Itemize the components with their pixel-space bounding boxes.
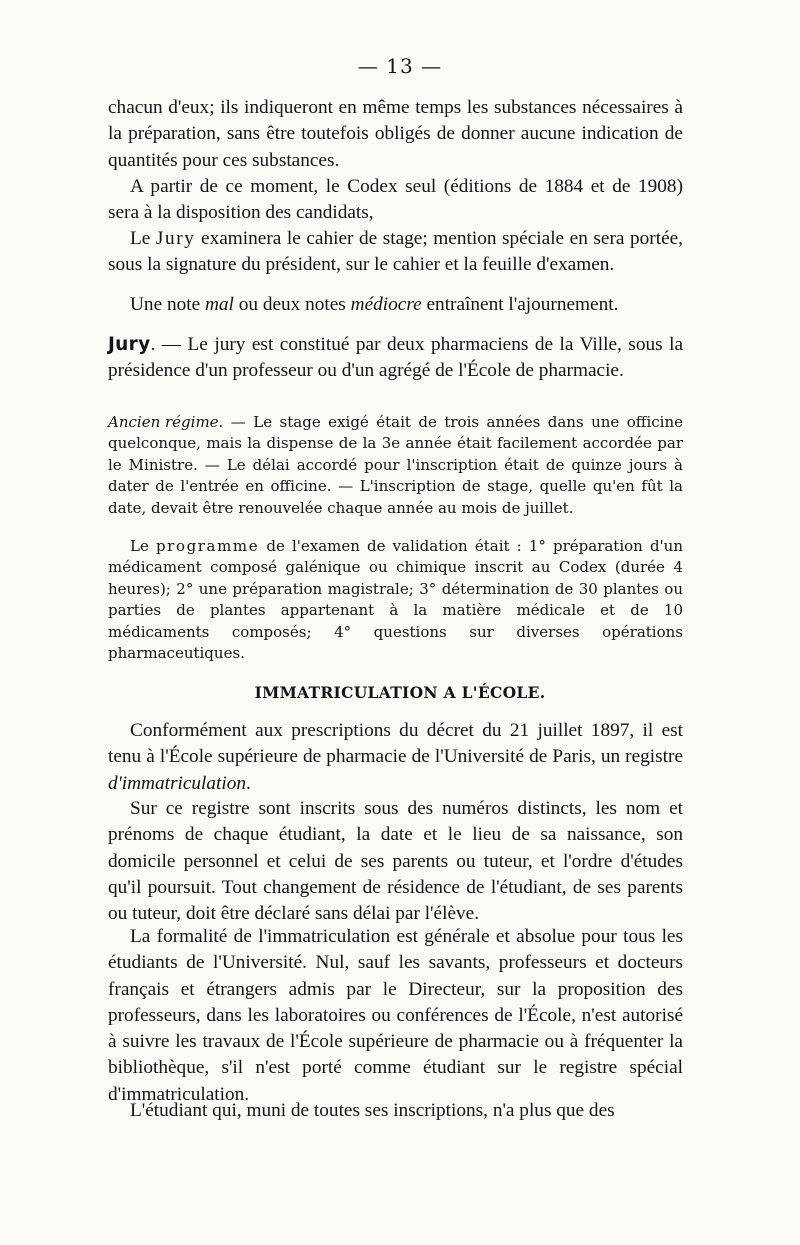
notes-after: entraînent l'ajournement.: [421, 294, 619, 315]
jury-composition-text: . — Le jury est constitué par deux pharmaciens de la Ville, sous la présidence d'un professeur ou d'un agrégé de l'École de pharmacie.: [108, 334, 683, 382]
programme-after: de l'examen de validation était : 1° préparation d'un médicament composé galénique ou chimique inscrit au Codex (durée 4 heures); 2° une préparation magistrale; 3° détermination de 30 plantes ou parties de plantes appartenant à la matière médicale et de 10 médicaments composés; 4° questions sur diverses opérations pharmaceutiques.: [108, 537, 683, 663]
decret-before: Conformément aux prescriptions du décret du 21 juillet 1897, il est tenu à l'École supérieure de pharmacie de l'Université de Paris, un registre: [108, 720, 683, 768]
programme-spaced-word: programme: [155, 537, 260, 555]
notes-before: Une note: [130, 294, 205, 315]
page-number: — 13 —: [357, 54, 443, 78]
jury-before: Le: [130, 228, 156, 249]
jury-spaced-word: Jury: [155, 228, 196, 249]
immatriculation-term: d'immatriculation: [108, 772, 247, 794]
paragraph-etudiant: L'étudiant qui, muni de toutes ses inscriptions, n'a plus que des: [130, 1100, 615, 1121]
paragraph-ancien-regime: [108, 412, 683, 519]
note-mal: mal: [204, 294, 234, 315]
paragraph-registre: Sur ce registre sont inscrits sous des numéros distincts, les nom et prénoms de chaque étudiant, la date et le lieu de sa naissance, son domicile personnel et celui de ses parents ou tuteur, et l'ordre d'études qu'il poursuit. Tout changement de résidence de l'étudiant, de ses parents ou tuteur, doit être déclaré sans délai par l'élève.: [108, 798, 683, 925]
paragraph-notes: [108, 292, 683, 318]
jury-term: Jury: [108, 334, 151, 355]
note-mediocre: médiocre: [350, 294, 422, 315]
notes-middle: ou deux notes: [233, 294, 351, 315]
paragraph-jury-composition: [108, 332, 683, 385]
ancien-regime-text: . — Le stage exigé était de trois années dans une officine quelconque, mais la dispense de la 3e année était facilement accordée par le Ministre. — Le délai accordé pour l'inscription était de quinze jours à dater de l'entrée en officine. — L'inscription de stage, quelle qu'en fût la date, devait être renouvelée chaque année au mois de juillet.: [108, 413, 683, 517]
jury-after: examinera le cahier de stage; mention spéciale en sera portée, sous la signature du président, sur le cahier et la feuille d'examen.: [108, 228, 684, 276]
section-heading: IMMATRICULATION A L'ÉCOLE.: [254, 683, 546, 702]
paragraph-jury-cahier: [108, 226, 683, 279]
paragraph-formalite: La formalité de l'immatriculation est générale et absolue pour tous les étudiants de l'Université. Nul, sauf les savants, professeurs et docteurs français et étrangers admis par le Directeur, sur la proposition des professeurs, dans les laboratoires ou conférences de l'École, n'est autorisé à suivre les travaux de l'École supérieure de pharmacie ou à fréquenter la bibliothèque, s'il n'est porté comme étudiant sur le registre spécial d'immatriculation.: [108, 926, 683, 1105]
paragraph-programme: [108, 536, 683, 664]
programme-before: Le: [130, 537, 156, 555]
decret-after: .: [246, 772, 251, 794]
paragraph-codex: A partir de ce moment, le Codex seul (éditions de 1884 et de 1908) sera à la disposition des candidats,: [108, 176, 683, 224]
paragraph-substances: chacun d'eux; ils indiqueront en même temps les substances nécessaires à la préparation, sans être toutefois obligés de donner aucune indication de quantités pour ces substances.: [108, 97, 683, 171]
ancien-regime-term: Ancien régime: [108, 413, 219, 431]
paragraph-decret: [108, 718, 683, 797]
